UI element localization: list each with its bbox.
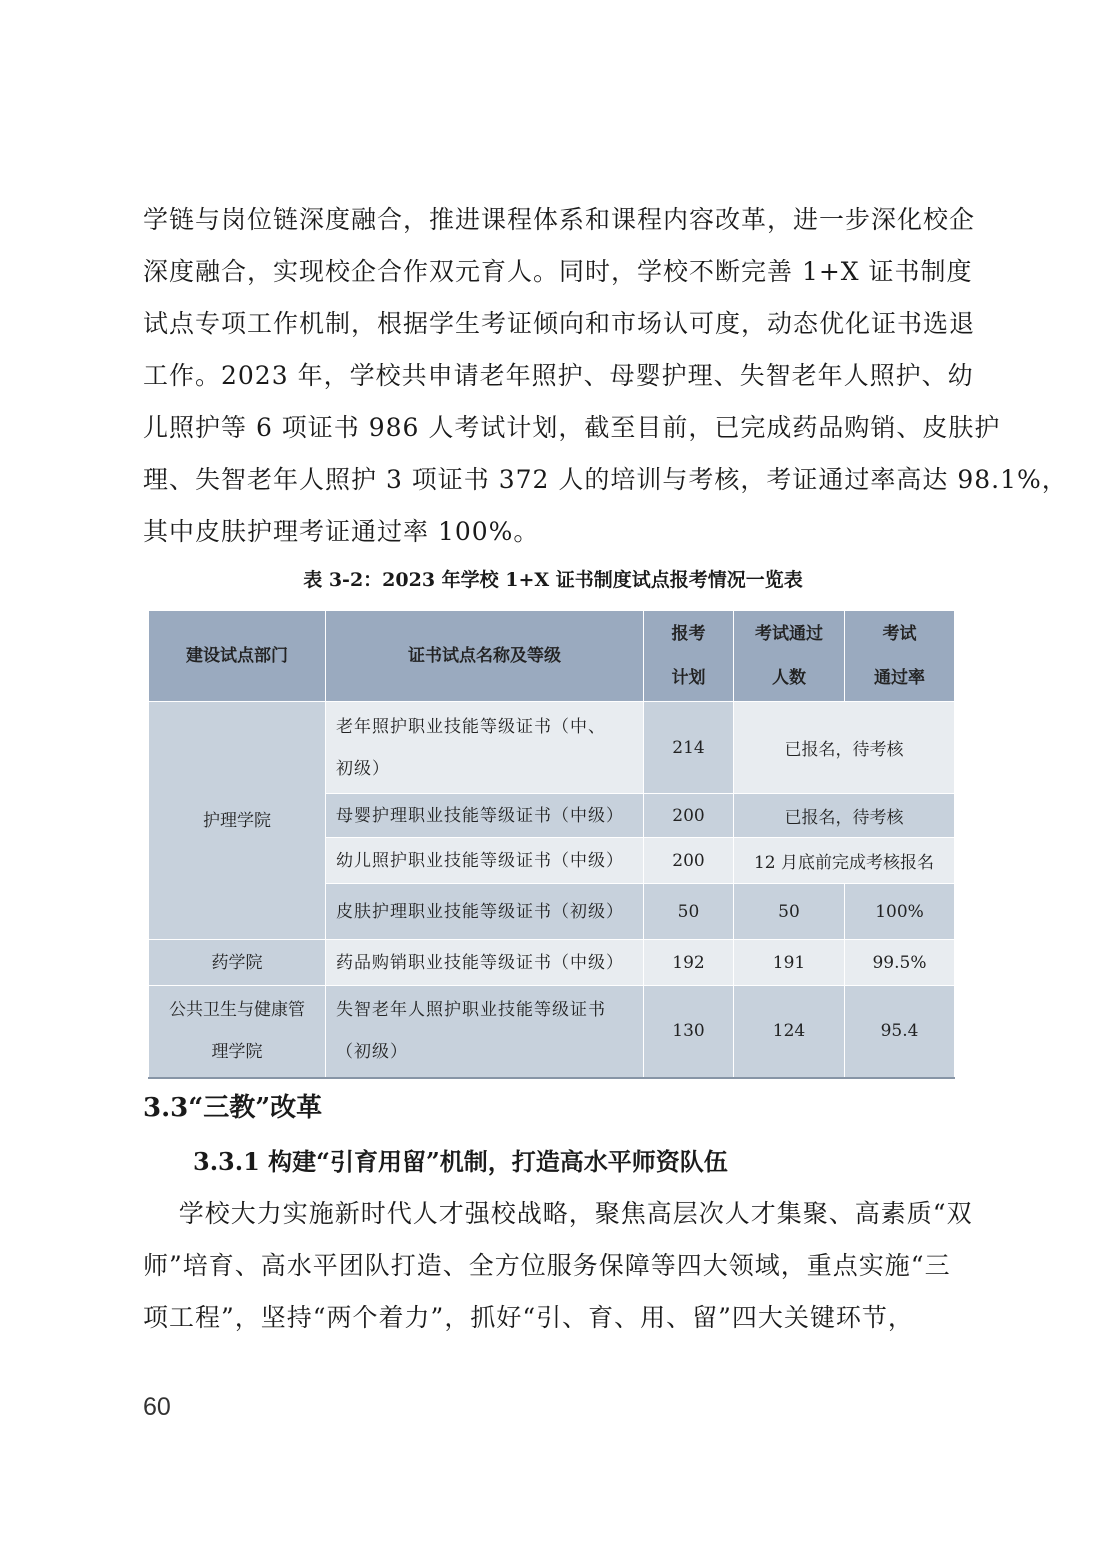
cert-name-cell: 皮肤护理职业技能等级证书（初级） [326, 884, 644, 940]
section-heading: 3.3“三教”改革 [143, 1093, 323, 1123]
body-paragraph-1 [143, 194, 1068, 558]
table-row [149, 986, 955, 1078]
status-cell: 12 月底前完成考核报名 [734, 838, 955, 884]
passed-cell: 50 [734, 884, 845, 940]
dept-line1: 公共卫生与健康管 [169, 1000, 305, 1021]
cert-name-line1: 失智老年人照护职业技能等级证书 [336, 1000, 606, 1021]
paragraph-line: 项工程”，坚持“两个着力”，抓好“引、育、用、留”四大关键环节， [143, 1303, 914, 1332]
header-plan-line1: 报考 [671, 624, 706, 644]
status-cell: 已报名，待考核 [734, 702, 955, 794]
rate-cell: 99.5% [845, 940, 955, 986]
header-plan-line2: 计划 [671, 668, 706, 688]
cert-name-cell [326, 986, 644, 1078]
plan-cell: 130 [644, 986, 734, 1078]
header-cert-name: 证书试点名称及等级 [326, 611, 644, 702]
header-plan [644, 611, 734, 702]
dept-cell-nursing: 护理学院 [149, 702, 326, 940]
table-header-row [149, 611, 955, 702]
rate-cell: 95.4 [845, 986, 955, 1078]
plan-cell: 200 [644, 838, 734, 884]
header-rate-line1: 考试 [882, 624, 917, 644]
cert-name-cell: 幼儿照护职业技能等级证书（中级） [326, 838, 644, 884]
header-rate [845, 611, 955, 702]
passed-cell: 124 [734, 986, 845, 1078]
table-row [149, 702, 955, 794]
header-passed [734, 611, 845, 702]
cert-name-line2: 初级） [336, 758, 390, 779]
body-paragraph-2 [143, 1188, 973, 1344]
dept-cell-public-health [149, 986, 326, 1078]
dept-line2: 理学院 [211, 1042, 263, 1063]
header-passed-line2: 人数 [772, 668, 806, 688]
plan-cell: 214 [644, 702, 734, 794]
cert-name-cell: 药品购销职业技能等级证书（中级） [326, 940, 644, 986]
paragraph-line: 试点专项工作机制，根据学生考证倾向和市场认可度，动态优化证书选退 [143, 309, 976, 338]
rate-cell: 100% [845, 884, 955, 940]
paragraph-line: 工作。2023 年，学校共申请老年照护、母婴护理、失智老年人照护、幼 [143, 361, 974, 390]
table-row [149, 940, 955, 986]
status-cell: 已报名，待考核 [734, 794, 955, 838]
table-caption: 表 3-2：2023 年学校 1+X 证书制度试点报考情况一览表 [303, 569, 803, 591]
paragraph-line: 其中皮肤护理考证通过率 100%。 [143, 517, 540, 546]
cert-name-line2: （初级） [336, 1042, 408, 1063]
paragraph-line: 儿照护等 6 项证书 986 人考试计划，截至目前，已完成药品购销、皮肤护 [143, 413, 1001, 442]
paragraph-line: 学链与岗位链深度融合，推进课程体系和课程内容改革，进一步深化校企 [143, 205, 976, 234]
dept-cell-pharmacy: 药学院 [149, 940, 326, 986]
paragraph-line: 学校大力实施新时代人才强校战略，聚焦高层次人才集聚、高素质“双 [143, 1199, 973, 1228]
subsection-heading: 3.3.1 构建“引育用留”机制，打造高水平师资队伍 [193, 1147, 728, 1176]
plan-cell: 50 [644, 884, 734, 940]
plan-cell: 192 [644, 940, 734, 986]
paragraph-line: 理、失智老年人照护 3 项证书 372 人的培训与考核，考证通过率高达 98.1%， [143, 465, 1068, 494]
cert-name-line1: 老年照护职业技能等级证书（中、 [336, 716, 606, 737]
certificate-table [148, 610, 955, 1079]
paragraph-line: 师”培育、高水平团队打造、全方位服务保障等四大领域，重点实施“三 [143, 1251, 951, 1280]
plan-cell: 200 [644, 794, 734, 838]
cert-name-cell [326, 702, 644, 794]
passed-cell: 191 [734, 940, 845, 986]
paragraph-line: 深度融合，实现校企合作双元育人。同时，学校不断完善 1+X 证书制度 [143, 257, 973, 286]
header-rate-line2: 通过率 [874, 668, 925, 688]
cert-name-cell: 母婴护理职业技能等级证书（中级） [326, 794, 644, 838]
header-passed-line1: 考试通过 [755, 624, 823, 644]
header-dept: 建设试点部门 [149, 611, 326, 702]
page-number: 60 [143, 1393, 171, 1421]
